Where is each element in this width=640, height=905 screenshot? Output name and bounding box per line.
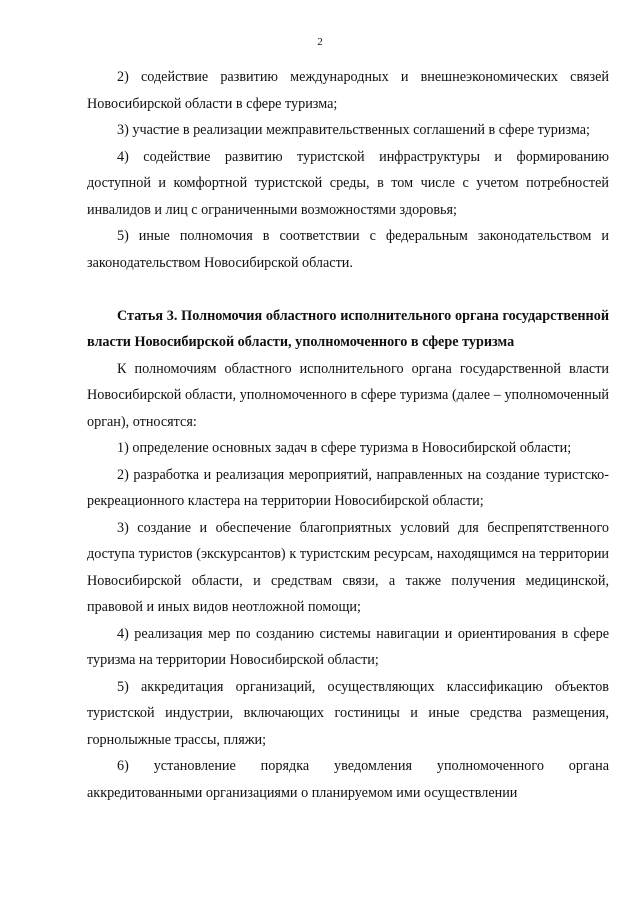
paragraph-item-5: 5) иные полномочия в соответствии с федеральным законодательством и законодательством Новосибирской области. <box>87 228 609 271</box>
page-number: 2 <box>317 36 323 48</box>
article-item-1: 1) определение основных задач в сфере туризма в Новосибирской области; <box>117 440 572 456</box>
document-body <box>87 64 609 806</box>
paragraph-item-4: 4) содействие развитию туристской инфраструктуры и формированию доступной и комфортной туристской среды, в том числе с учетом потребностей инвалидов и лиц с ограниченными возможностями здоровья; <box>87 148 609 218</box>
article-item-2: 2) разработка и реализация мероприятий, направленных на создание туристско-рекреационного кластера на территории Новосибирской области; <box>87 466 609 509</box>
paragraph-item-3: 3) участие в реализации межправительственных соглашений в сфере туризма; <box>117 122 590 138</box>
article-item-4: 4) реализация мер по созданию системы навигации и ориентирования в сфере туризма на территории Новосибирской области; <box>87 625 609 668</box>
paragraph-item-2: 2) содействие развитию международных и внешнеэкономических связей Новосибирской области в сфере туризма; <box>87 69 609 112</box>
article-item-3: 3) создание и обеспечение благоприятных условий для беспрепятственного доступа туристов (экскурсантов) к туристским ресурсам, находящимся на территории Новосибирской области, и средствам связи, а также получения медицинской, правовой и иных видов неотложной помощи; <box>87 519 609 615</box>
article-intro: К полномочиям областного исполнительного органа государственной власти Новосибирской области, уполномоченного в сфере туризма (далее – уполномоченный орган), относятся: <box>87 360 609 430</box>
section-spacer <box>87 276 609 303</box>
article-item-6: 6) установление порядка уведомления уполномоченного органа аккредитованными организациями о планируемом ими осуществлении <box>87 758 609 801</box>
article-heading: Статья 3. Полномочия областного исполнительного органа государственной власти Новосибирской области, уполномоченного в сфере туризма <box>87 307 609 350</box>
article-item-5: 5) аккредитация организаций, осуществляющих классификацию объектов туристской индустрии, включающих гостиницы и иные средства размещения, горнолыжные трассы, пляжи; <box>87 678 609 748</box>
